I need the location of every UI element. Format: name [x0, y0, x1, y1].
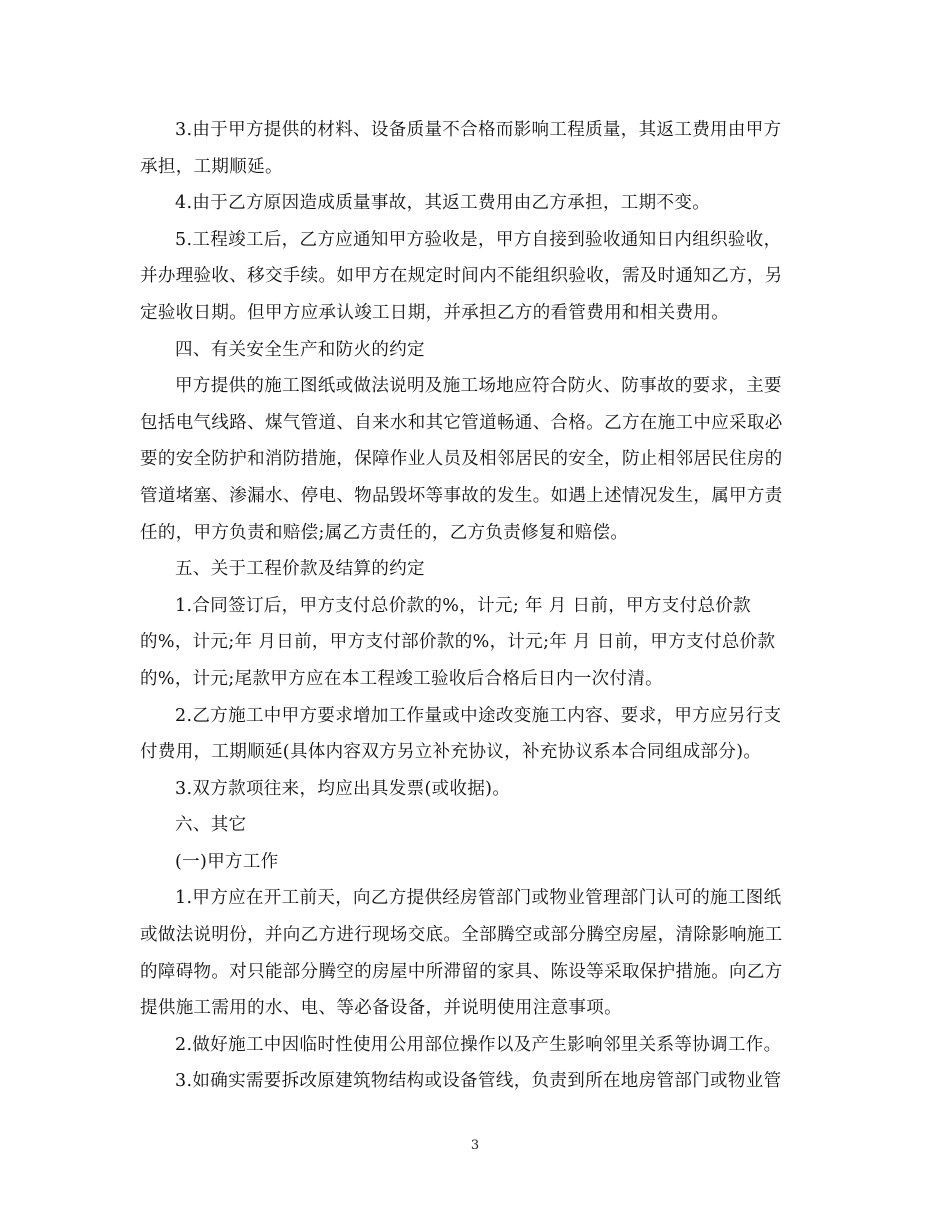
- text-line: 或做法说明份，并向乙方进行现场交底。全部腾空或部分腾空房屋，清除影响施工: [140, 925, 783, 946]
- text-line: 的%，计元;年 月日前，甲方支付部价款的%，计元;年 月 日前，甲方支付总价款: [140, 632, 776, 653]
- text-line: 包括电气线路、煤气管道、自来水和其它管道畅通、合格。乙方在施工中应采取必: [140, 412, 783, 433]
- text-line: 2.做好施工中因临时性使用公用部位操作以及产生影响邻里关系等协调工作。: [175, 1034, 782, 1055]
- text-line: 1.合同签订后，甲方支付总价款的%，计元; 年 月 日前，甲方支付总价款: [175, 595, 752, 616]
- text-line: 并办理验收、移交手续。如甲方在规定时间内不能组织验收，需及时通知乙方，另: [140, 266, 783, 287]
- page-number: 3: [470, 1138, 480, 1153]
- text-line: 付费用，工期顺延(具体内容双方另立补充协议，补充协议系本合同组成部分)。: [140, 742, 762, 763]
- text-line: 甲方提供的施工图纸或做法说明及施工场地应符合防火、防事故的要求，主要: [175, 376, 782, 397]
- text-line: 管道堵塞、渗漏水、停电、物品毁坏等事故的发生。如遇上述情况发生，属甲方责: [140, 485, 783, 506]
- text-line: 2.乙方施工中甲方要求增加工作量或中途改变施工内容、要求，甲方应另行支: [175, 705, 782, 726]
- section-heading: 四、有关安全生产和防火的约定: [175, 339, 425, 360]
- section-heading: 六、其它: [175, 815, 247, 836]
- text-line: 的%，计元;尾款甲方应在本工程竣工验收后合格后日内一次付清。: [140, 668, 664, 689]
- text-line: 3.双方款项往来，均应出具发票(或收据)。: [175, 778, 511, 799]
- text-line: 3.由于甲方提供的材料、设备质量不合格而影响工程质量，其返工费用由甲方: [175, 120, 782, 140]
- text-line: 要的安全防护和消防措施，保障作业人员及相邻居民的安全，防止相邻居民住房的: [140, 449, 783, 470]
- text-line: 4.由于乙方原因造成质量事故，其返工费用由乙方承担，工期不变。: [175, 193, 711, 214]
- text-line: 1.甲方应在开工前天，向乙方提供经房管部门或物业管理部门认可的施工图纸: [175, 888, 782, 909]
- text-line: 定验收日期。但甲方应承认竣工日期，并承担乙方的看管费用和相关费用。: [140, 302, 730, 323]
- text-line: 3.如确实需要拆改原建筑物结构或设备管线，负责到所在地房管部门或物业管: [175, 1071, 782, 1092]
- document-body: [140, 112, 810, 1100]
- text-line: 承担，工期顺延。: [140, 156, 283, 177]
- text-line: 提供施工需用的水、电、等必备设备，并说明使用注意事项。: [140, 998, 622, 1019]
- section-heading: 五、关于工程价款及结算的约定: [175, 559, 425, 580]
- text-line: 的障碍物。对只能部分腾空的房屋中所滞留的家具、陈设等采取保护措施。向乙方: [140, 961, 783, 982]
- text-line: 任的，甲方负责和赔偿;属乙方责任的，乙方负责修复和赔偿。: [140, 522, 629, 543]
- text-line: 5.工程竣工后，乙方应通知甲方验收是，甲方自接到验收通知日内组织验收，: [175, 229, 782, 250]
- subsection-heading: (一)甲方工作: [175, 851, 279, 872]
